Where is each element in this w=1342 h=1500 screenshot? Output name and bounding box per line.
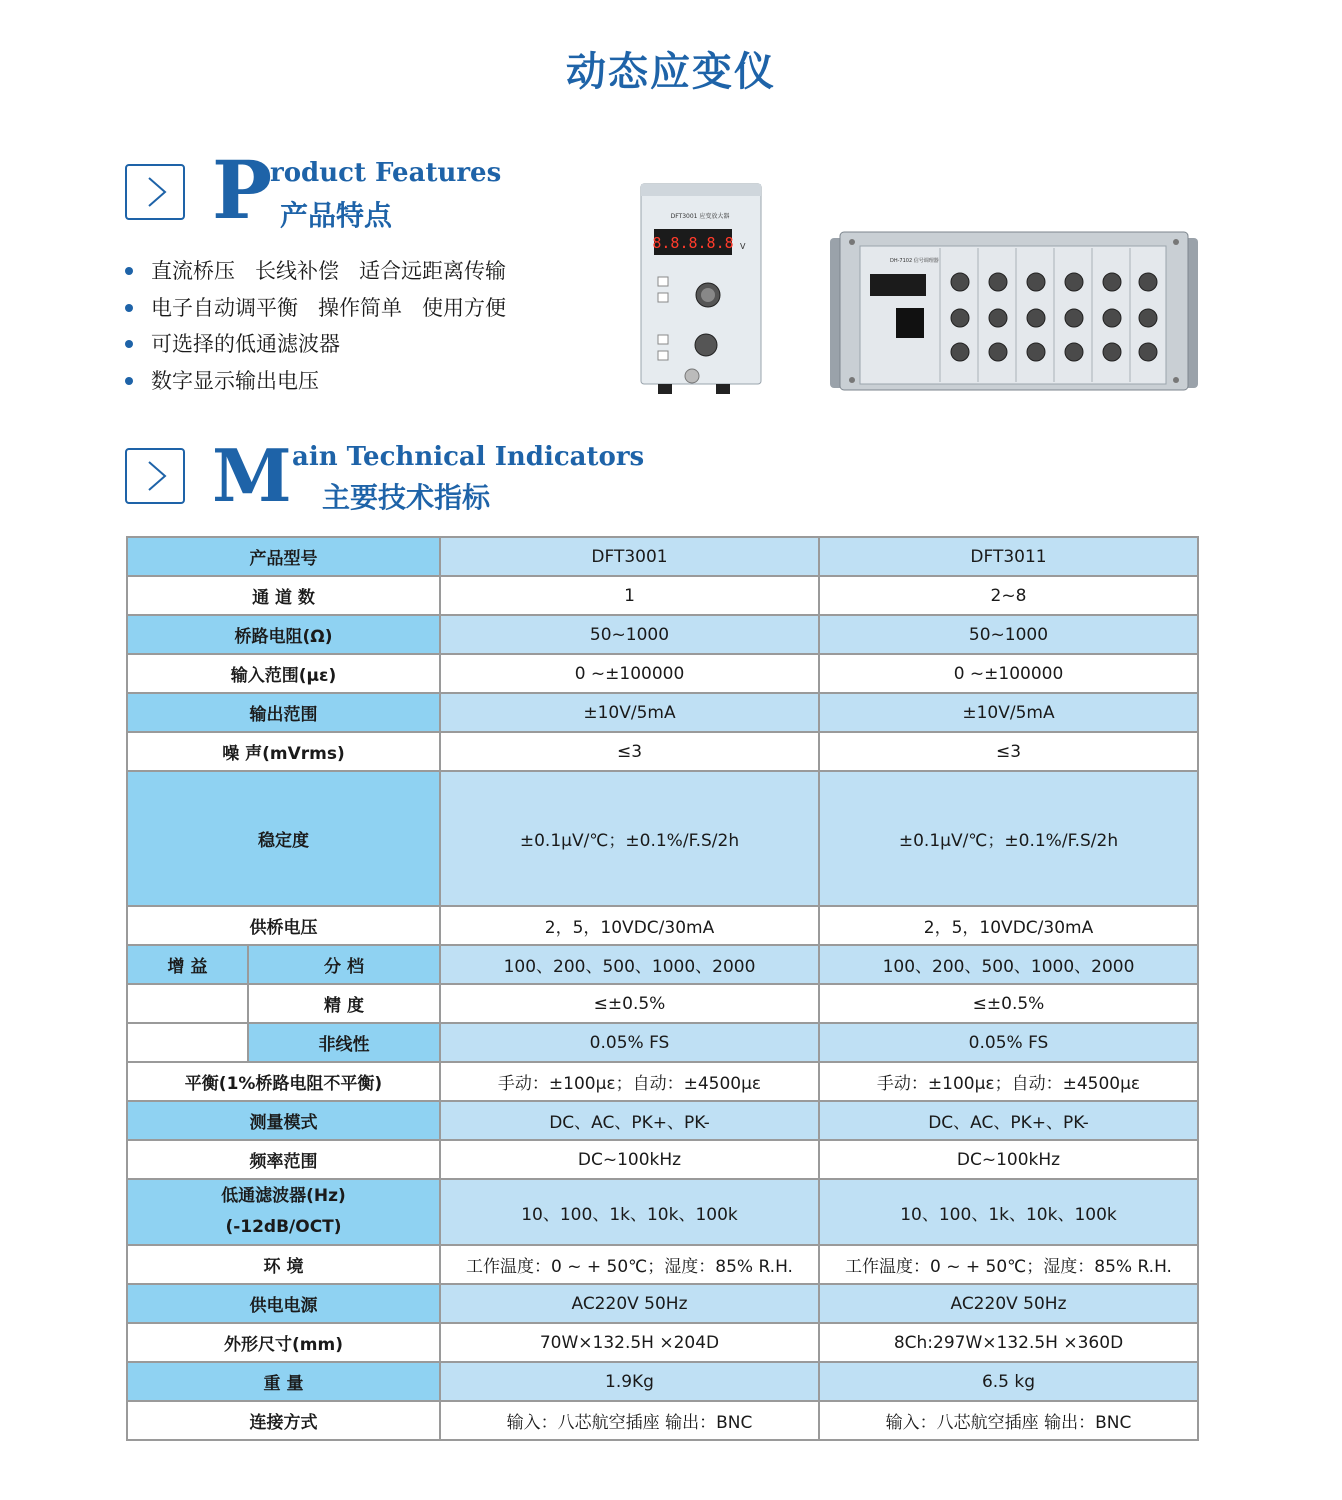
table-cell: 1	[440, 576, 819, 615]
bullet-icon	[125, 377, 133, 385]
table-row	[127, 654, 1198, 693]
table-cell: DC、AC、PK+、PK-	[440, 1101, 819, 1140]
table-row	[127, 1062, 1198, 1101]
section-title-cn: 产品特点	[280, 199, 393, 232]
table-cell: 输入：八芯航空插座 输出：BNC	[440, 1401, 819, 1440]
table-row	[127, 1140, 1198, 1179]
table-row	[127, 1179, 1198, 1245]
chevron-right-icon	[125, 448, 185, 504]
list-item	[125, 329, 506, 366]
table-row	[127, 1284, 1198, 1323]
bullet-icon	[125, 304, 133, 312]
table-cell: 输出范围	[127, 693, 440, 732]
table-cell: 环 境	[127, 1245, 440, 1284]
table-cell: 稳定度	[127, 771, 440, 906]
table-cell: 桥路电阻(Ω)	[127, 615, 440, 654]
table-cell: 10、100、1k、10k、100k	[440, 1179, 819, 1245]
table-cell: ≤3	[819, 732, 1198, 771]
table-cell: 产品型号	[127, 537, 440, 576]
table-row	[127, 1101, 1198, 1140]
table-cell: 噪 声(mVrms)	[127, 732, 440, 771]
table-cell: 0 ~±100000	[440, 654, 819, 693]
table-cell: 10、100、1k、10k、100k	[819, 1179, 1198, 1245]
table-cell: 手动：±100με；自动：±4500με	[819, 1062, 1198, 1101]
filter-label-line2: (-12dB/OCT)	[225, 1217, 342, 1237]
list-item	[125, 293, 506, 330]
device-dft3001-image	[640, 183, 762, 395]
table-cell: 频率范围	[127, 1140, 440, 1179]
device-model-label: DH-7102 信号调理器	[890, 258, 939, 264]
table-cell: ±10V/5mA	[819, 693, 1198, 732]
table-cell: 70W×132.5H ×204D	[440, 1323, 819, 1362]
bullet-icon	[125, 340, 133, 348]
bullet-icon	[125, 267, 133, 275]
table-row	[127, 771, 1198, 906]
table-cell: 供电电源	[127, 1284, 440, 1323]
table-cell: ≤±0.5%	[819, 984, 1198, 1023]
section-title-cn: 主要技术指标	[322, 481, 491, 514]
table-row	[127, 576, 1198, 615]
page-title: 动态应变仪	[566, 48, 776, 95]
section-initial-letter: P	[212, 143, 273, 237]
feature-text: 数字显示输出电压	[151, 368, 319, 393]
table-cell: 非线性	[248, 1023, 440, 1062]
table-cell: 增 益	[127, 945, 248, 984]
table-row	[127, 984, 1198, 1023]
table-cell: AC220V 50Hz	[440, 1284, 819, 1323]
table-cell: 0 ~±100000	[819, 654, 1198, 693]
table-cell: 0.05% FS	[440, 1023, 819, 1062]
table-cell: 2~8	[819, 576, 1198, 615]
table-cell: 50~1000	[819, 615, 1198, 654]
table-header-row	[127, 537, 1198, 576]
table-cell: 供桥电压	[127, 906, 440, 945]
device-model-label: DFT3001 应变放大器	[670, 213, 730, 220]
filter-label-line1: 低通滤波器(Hz)	[221, 1186, 346, 1206]
table-cell: DC~100kHz	[440, 1140, 819, 1179]
table-cell: 平衡(1%桥路电阻不平衡)	[127, 1062, 440, 1101]
table-row	[127, 906, 1198, 945]
table-cell: 手动：±100με；自动：±4500με	[440, 1062, 819, 1101]
table-cell: AC220V 50Hz	[819, 1284, 1198, 1323]
feature-list	[125, 256, 506, 402]
table-cell: 连接方式	[127, 1401, 440, 1440]
table-cell: 精 度	[248, 984, 440, 1023]
table-row	[127, 945, 1198, 984]
feature-text: 电子自动调平衡 操作简单 使用方便	[151, 295, 507, 320]
table-cell	[127, 1023, 248, 1062]
table-cell: 100、200、500、1000、2000	[440, 945, 819, 984]
table-cell: 6.5 kg	[819, 1362, 1198, 1401]
section-initial-letter: M	[212, 433, 292, 518]
chevron-right-icon	[125, 164, 185, 220]
table-cell: 100、200、500、1000、2000	[819, 945, 1198, 984]
table-cell	[127, 1179, 440, 1245]
table-cell: 1.9Kg	[440, 1362, 819, 1401]
table-cell: 2，5，10VDC/30mA	[819, 906, 1198, 945]
device-unit-label: V	[740, 242, 746, 251]
feature-text: 可选择的低通滤波器	[151, 332, 340, 356]
table-row	[127, 615, 1198, 654]
table-cell: 输入范围(με)	[127, 654, 440, 693]
table-row	[127, 1362, 1198, 1401]
table-cell: 0.05% FS	[819, 1023, 1198, 1062]
table-row	[127, 1401, 1198, 1440]
table-cell: 输入：八芯航空插座 输出：BNC	[819, 1401, 1198, 1440]
table-cell: 外形尺寸(mm)	[127, 1323, 440, 1362]
table-row	[127, 1323, 1198, 1362]
table-cell: 通 道 数	[127, 576, 440, 615]
table-cell: DFT3001	[440, 537, 819, 576]
table-cell: 2，5，10VDC/30mA	[440, 906, 819, 945]
table-cell: ≤3	[440, 732, 819, 771]
table-cell: DFT3011	[819, 537, 1198, 576]
table-cell: 分 档	[248, 945, 440, 984]
table-row	[127, 1023, 1198, 1062]
list-item	[125, 256, 506, 293]
table-cell: 工作温度：0 ~ + 50℃；湿度：85% R.H.	[440, 1245, 819, 1284]
feature-text: 直流桥压 长线补偿 适合远距离传输	[151, 259, 507, 283]
table-cell	[127, 984, 248, 1023]
table-cell: 重 量	[127, 1362, 440, 1401]
table-cell: 8Ch:297W×132.5H ×360D	[819, 1323, 1198, 1362]
table-cell: DC~100kHz	[819, 1140, 1198, 1179]
section-title-en: ain Technical Indicators	[292, 442, 645, 472]
section-title-en: roduct Features	[270, 158, 502, 188]
device-display-readout: 8.8.8.8.8	[652, 234, 734, 252]
table-cell: ±0.1μV/℃；±0.1%/F.S/2h	[440, 771, 819, 906]
table-cell: 测量模式	[127, 1101, 440, 1140]
table-cell: ±10V/5mA	[440, 693, 819, 732]
device-dft3011-image	[830, 230, 1198, 396]
table-cell: ±0.1μV/℃；±0.1%/F.S/2h	[819, 771, 1198, 906]
table-row	[127, 732, 1198, 771]
table-cell: 50~1000	[440, 615, 819, 654]
table-cell: ≤±0.5%	[440, 984, 819, 1023]
list-item	[125, 366, 506, 403]
table-cell: 工作温度：0 ~ + 50℃；湿度：85% R.H.	[819, 1245, 1198, 1284]
table-row	[127, 693, 1198, 732]
spec-table	[126, 536, 1199, 1441]
table-cell: DC、AC、PK+、PK-	[819, 1101, 1198, 1140]
table-row	[127, 1245, 1198, 1284]
